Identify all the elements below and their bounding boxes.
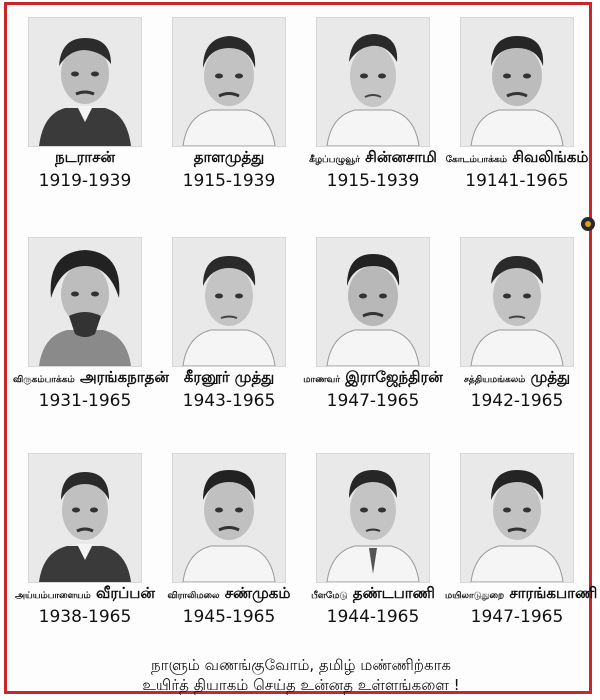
- portrait-image: [460, 17, 574, 147]
- portrait-image: [28, 237, 142, 367]
- person-years: 19141-1965: [465, 171, 569, 191]
- person-card: [13, 235, 169, 450]
- person-years: 1943-1965: [182, 391, 276, 411]
- person-card: [13, 451, 157, 666]
- person-name: சத்தியமங்கலம் முத்து: [463, 368, 571, 386]
- portrait-row: [13, 451, 598, 671]
- person-name: கீரனூர் முத்து: [183, 368, 275, 386]
- person-years: 1945-1965: [182, 607, 276, 627]
- portrait-image: [460, 453, 574, 583]
- portrait-image: [28, 453, 142, 583]
- person-years: 1944-1965: [326, 607, 420, 627]
- portrait-image: [172, 237, 286, 367]
- portrait-row: [13, 235, 589, 455]
- person-name: மாணவர் இராஜேந்திரன்: [303, 368, 443, 386]
- person-name: நடராசன்: [55, 148, 115, 166]
- person-card: [157, 235, 301, 450]
- person-card: [157, 451, 301, 666]
- person-years: 1915-1939: [182, 171, 276, 191]
- portrait-image: [316, 237, 430, 367]
- portrait-image: [316, 17, 430, 147]
- person-card: [301, 15, 445, 230]
- person-years: 1931-1965: [38, 391, 132, 411]
- person-years: 1942-1965: [470, 391, 564, 411]
- person-card: [445, 15, 589, 230]
- person-years: 1938-1965: [38, 607, 132, 627]
- portrait-image: [172, 453, 286, 583]
- person-years: 1947-1965: [326, 391, 420, 411]
- person-name: தாளமுத்து: [193, 148, 265, 166]
- person-card: [13, 15, 157, 230]
- person-card: [301, 451, 445, 666]
- portrait-row: [13, 15, 589, 235]
- person-name: விராலிமலை சண்முகம்: [167, 584, 291, 602]
- portrait-image: [172, 17, 286, 147]
- portrait-image: [460, 237, 574, 367]
- footer-line-1: நாளும் வணங்குவோம், தமிழ் மண்ணிற்காக: [151, 656, 451, 674]
- person-card: [301, 235, 445, 450]
- person-name: அய்யம்பாளையம் வீரப்பன்: [15, 584, 155, 602]
- footer-line-2: உயிர்த் தியாகம் செய்த உன்னத உள்ளங்களை !: [142, 676, 460, 694]
- person-years: 1915-1939: [326, 171, 420, 191]
- person-years: 1919-1939: [38, 171, 132, 191]
- memorial-poster: [4, 2, 598, 694]
- person-card: [445, 451, 598, 666]
- portrait-image: [316, 453, 430, 583]
- person-card: [445, 235, 589, 450]
- person-name: கோடம்பாக்கம் சிவலிங்கம்: [445, 148, 589, 166]
- emblem-icon: [581, 217, 595, 231]
- person-name: மயிலாடுதுறை சாரங்கபாணி: [445, 584, 598, 602]
- person-years: 1947-1965: [470, 607, 564, 627]
- person-card: [157, 15, 301, 230]
- portrait-image: [28, 17, 142, 147]
- footer-caption: [7, 655, 595, 695]
- person-name: கீழப்பழுவூர் சின்னசாமி: [309, 148, 437, 166]
- person-name: விருகம்பாக்கம் அரங்கநாதன்: [13, 368, 169, 386]
- person-name: பீளமேடு தண்டபாணி: [311, 584, 435, 602]
